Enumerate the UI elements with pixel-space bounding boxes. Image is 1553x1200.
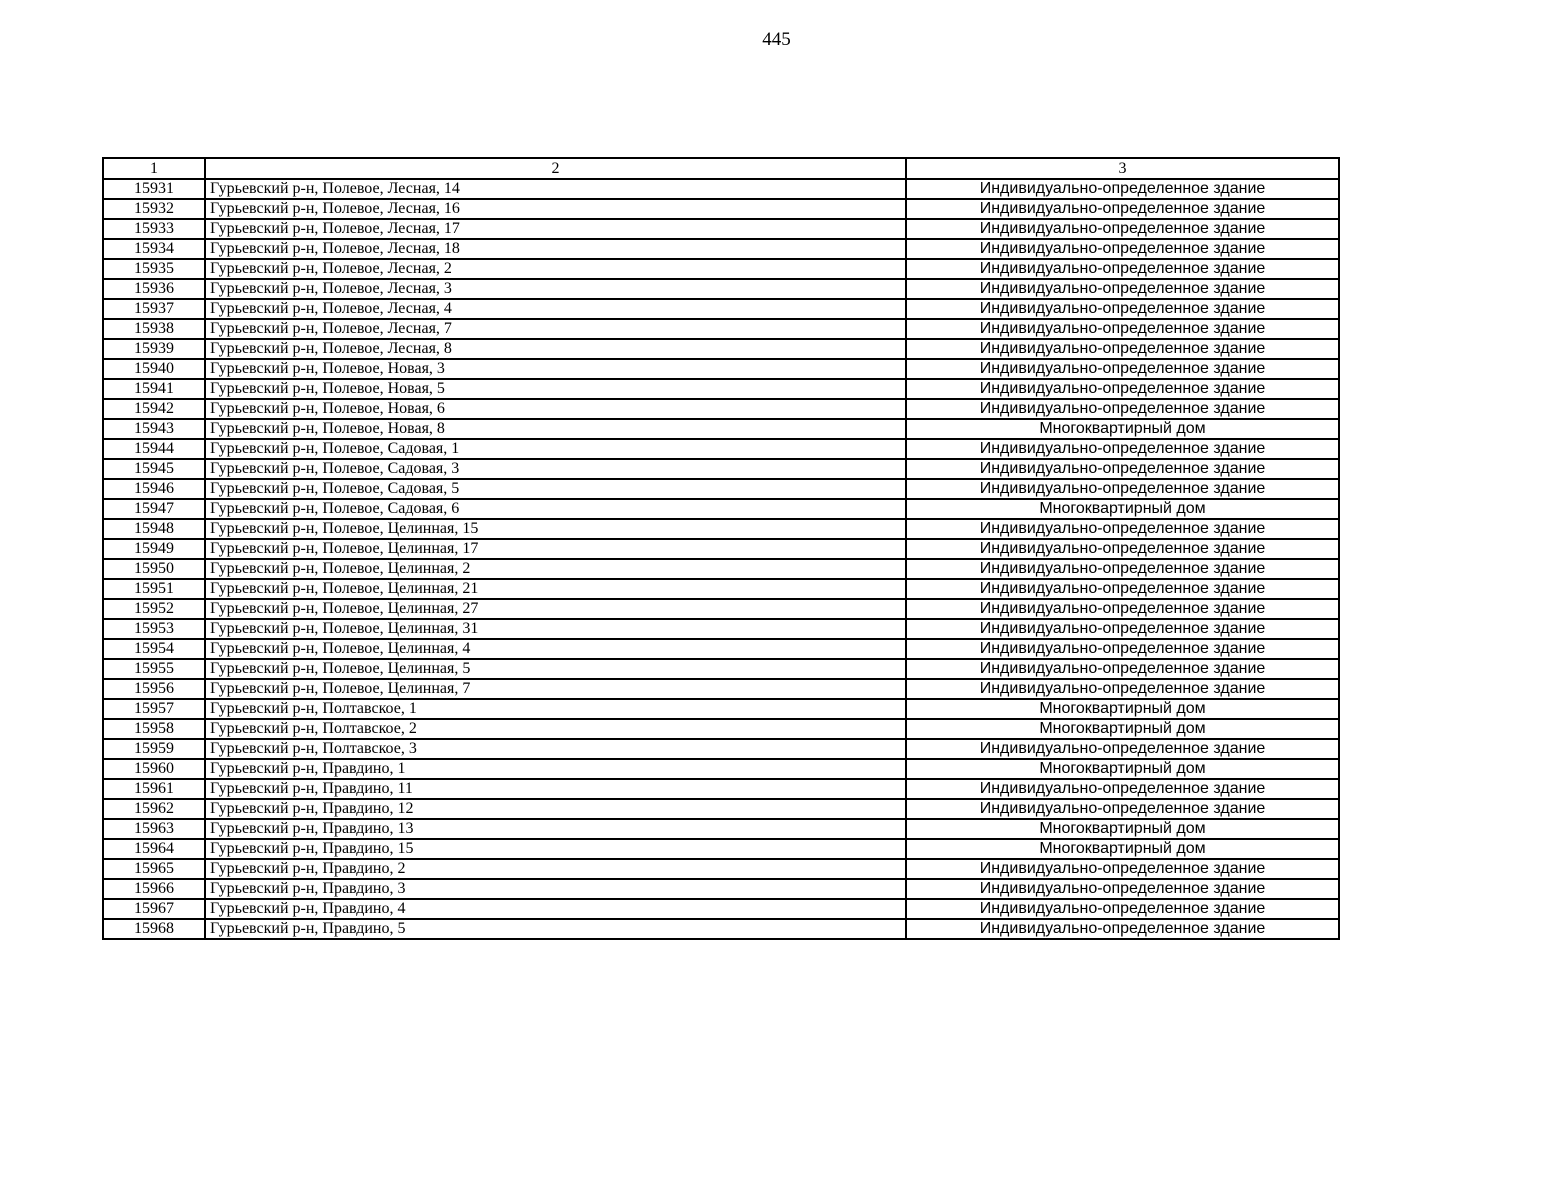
address-cell: Гурьевский р-н, Полевое, Целинная, 31 bbox=[205, 619, 906, 639]
address-cell: Гурьевский р-н, Правдино, 1 bbox=[205, 759, 906, 779]
building-type-cell: Индивидуально-определенное здание bbox=[906, 459, 1339, 479]
address-cell: Гурьевский р-н, Полевое, Целинная, 21 bbox=[205, 579, 906, 599]
table-row bbox=[103, 779, 1339, 799]
address-cell: Гурьевский р-н, Правдино, 15 bbox=[205, 839, 906, 859]
row-number-cell: 15934 bbox=[103, 239, 205, 259]
row-number-cell: 15935 bbox=[103, 259, 205, 279]
row-number-cell: 15951 bbox=[103, 579, 205, 599]
column-header-1: 1 bbox=[103, 158, 205, 179]
table-row bbox=[103, 559, 1339, 579]
building-type-cell: Индивидуально-определенное здание bbox=[906, 779, 1339, 799]
row-number-cell: 15941 bbox=[103, 379, 205, 399]
address-cell: Гурьевский р-н, Полтавское, 2 bbox=[205, 719, 906, 739]
table-row bbox=[103, 619, 1339, 639]
table-row bbox=[103, 279, 1339, 299]
building-type-cell: Многоквартирный дом bbox=[906, 819, 1339, 839]
table-row bbox=[103, 399, 1339, 419]
address-cell: Гурьевский р-н, Правдино, 13 bbox=[205, 819, 906, 839]
row-number-cell: 15940 bbox=[103, 359, 205, 379]
building-type-cell: Индивидуально-определенное здание bbox=[906, 359, 1339, 379]
address-cell: Гурьевский р-н, Полевое, Целинная, 5 bbox=[205, 659, 906, 679]
building-type-cell: Индивидуально-определенное здание bbox=[906, 859, 1339, 879]
building-type-cell: Индивидуально-определенное здание bbox=[906, 599, 1339, 619]
table-row bbox=[103, 319, 1339, 339]
table-row bbox=[103, 459, 1339, 479]
row-number-cell: 15939 bbox=[103, 339, 205, 359]
row-number-cell: 15952 bbox=[103, 599, 205, 619]
address-cell: Гурьевский р-н, Правдино, 2 bbox=[205, 859, 906, 879]
row-number-cell: 15938 bbox=[103, 319, 205, 339]
table-row bbox=[103, 199, 1339, 219]
table-row bbox=[103, 499, 1339, 519]
building-type-cell: Индивидуально-определенное здание bbox=[906, 619, 1339, 639]
address-cell: Гурьевский р-н, Полевое, Новая, 8 bbox=[205, 419, 906, 439]
building-type-cell: Многоквартирный дом bbox=[906, 699, 1339, 719]
address-cell: Гурьевский р-н, Полевое, Садовая, 1 bbox=[205, 439, 906, 459]
address-cell: Гурьевский р-н, Полевое, Лесная, 8 bbox=[205, 339, 906, 359]
building-type-cell: Индивидуально-определенное здание bbox=[906, 899, 1339, 919]
table-row bbox=[103, 219, 1339, 239]
table-row bbox=[103, 239, 1339, 259]
table-row bbox=[103, 819, 1339, 839]
address-cell: Гурьевский р-н, Полевое, Лесная, 2 bbox=[205, 259, 906, 279]
address-cell: Гурьевский р-н, Правдино, 5 bbox=[205, 919, 906, 939]
address-cell: Гурьевский р-н, Полевое, Новая, 6 bbox=[205, 399, 906, 419]
building-type-cell: Многоквартирный дом bbox=[906, 719, 1339, 739]
address-cell: Гурьевский р-н, Полевое, Лесная, 14 bbox=[205, 179, 906, 199]
table-header-row bbox=[103, 158, 1339, 179]
address-cell: Гурьевский р-н, Правдино, 11 bbox=[205, 779, 906, 799]
building-type-cell: Индивидуально-определенное здание bbox=[906, 379, 1339, 399]
row-number-cell: 15943 bbox=[103, 419, 205, 439]
address-cell: Гурьевский р-н, Правдино, 4 bbox=[205, 899, 906, 919]
building-type-cell: Индивидуально-определенное здание bbox=[906, 559, 1339, 579]
row-number-cell: 15933 bbox=[103, 219, 205, 239]
building-type-cell: Индивидуально-определенное здание bbox=[906, 639, 1339, 659]
row-number-cell: 15956 bbox=[103, 679, 205, 699]
address-cell: Гурьевский р-н, Полевое, Целинная, 15 bbox=[205, 519, 906, 539]
row-number-cell: 15965 bbox=[103, 859, 205, 879]
building-type-cell: Индивидуально-определенное здание bbox=[906, 179, 1339, 199]
table-row bbox=[103, 739, 1339, 759]
table-row bbox=[103, 379, 1339, 399]
building-type-cell: Индивидуально-определенное здание bbox=[906, 659, 1339, 679]
table-row bbox=[103, 759, 1339, 779]
row-number-cell: 15953 bbox=[103, 619, 205, 639]
table-row bbox=[103, 599, 1339, 619]
table-row bbox=[103, 639, 1339, 659]
row-number-cell: 15966 bbox=[103, 879, 205, 899]
row-number-cell: 15932 bbox=[103, 199, 205, 219]
building-type-cell: Многоквартирный дом bbox=[906, 419, 1339, 439]
building-type-cell: Индивидуально-определенное здание bbox=[906, 299, 1339, 319]
table-row bbox=[103, 699, 1339, 719]
table-row bbox=[103, 659, 1339, 679]
building-type-cell: Многоквартирный дом bbox=[906, 759, 1339, 779]
row-number-cell: 15967 bbox=[103, 899, 205, 919]
page-number: 445 bbox=[762, 29, 791, 50]
building-type-cell: Индивидуально-определенное здание bbox=[906, 219, 1339, 239]
address-cell: Гурьевский р-н, Правдино, 12 bbox=[205, 799, 906, 819]
address-cell: Гурьевский р-н, Полевое, Целинная, 27 bbox=[205, 599, 906, 619]
table-row bbox=[103, 479, 1339, 499]
address-cell: Гурьевский р-н, Полевое, Новая, 5 bbox=[205, 379, 906, 399]
row-number-cell: 15948 bbox=[103, 519, 205, 539]
column-header-3: 3 bbox=[906, 158, 1339, 179]
row-number-cell: 15962 bbox=[103, 799, 205, 819]
table-row bbox=[103, 179, 1339, 199]
building-type-cell: Индивидуально-определенное здание bbox=[906, 579, 1339, 599]
building-type-cell: Индивидуально-определенное здание bbox=[906, 479, 1339, 499]
address-cell: Гурьевский р-н, Полтавское, 3 bbox=[205, 739, 906, 759]
row-number-cell: 15945 bbox=[103, 459, 205, 479]
table-row bbox=[103, 679, 1339, 699]
address-cell: Гурьевский р-н, Полевое, Целинная, 2 bbox=[205, 559, 906, 579]
table-row bbox=[103, 879, 1339, 899]
row-number-cell: 15968 bbox=[103, 919, 205, 939]
building-type-cell: Индивидуально-определенное здание bbox=[906, 679, 1339, 699]
address-cell: Гурьевский р-н, Полевое, Лесная, 3 bbox=[205, 279, 906, 299]
row-number-cell: 15944 bbox=[103, 439, 205, 459]
building-type-cell: Индивидуально-определенное здание bbox=[906, 879, 1339, 899]
row-number-cell: 15950 bbox=[103, 559, 205, 579]
row-number-cell: 15959 bbox=[103, 739, 205, 759]
row-number-cell: 15955 bbox=[103, 659, 205, 679]
building-type-cell: Индивидуально-определенное здание bbox=[906, 279, 1339, 299]
column-header-2: 2 bbox=[205, 158, 906, 179]
building-type-cell: Многоквартирный дом bbox=[906, 499, 1339, 519]
building-type-cell: Индивидуально-определенное здание bbox=[906, 439, 1339, 459]
building-type-cell: Индивидуально-определенное здание bbox=[906, 739, 1339, 759]
table-body bbox=[103, 158, 1339, 939]
table-row bbox=[103, 259, 1339, 279]
row-number-cell: 15954 bbox=[103, 639, 205, 659]
row-number-cell: 15961 bbox=[103, 779, 205, 799]
table-row bbox=[103, 299, 1339, 319]
row-number-cell: 15946 bbox=[103, 479, 205, 499]
table-row bbox=[103, 439, 1339, 459]
address-cell: Гурьевский р-н, Полевое, Лесная, 16 bbox=[205, 199, 906, 219]
row-number-cell: 15964 bbox=[103, 839, 205, 859]
building-type-cell: Индивидуально-определенное здание bbox=[906, 339, 1339, 359]
row-number-cell: 15958 bbox=[103, 719, 205, 739]
address-cell: Гурьевский р-н, Полевое, Садовая, 6 bbox=[205, 499, 906, 519]
table-row bbox=[103, 719, 1339, 739]
address-cell: Гурьевский р-н, Полевое, Лесная, 7 bbox=[205, 319, 906, 339]
row-number-cell: 15949 bbox=[103, 539, 205, 559]
table-row bbox=[103, 799, 1339, 819]
building-type-cell: Индивидуально-определенное здание bbox=[906, 259, 1339, 279]
address-cell: Гурьевский р-н, Правдино, 3 bbox=[205, 879, 906, 899]
building-type-cell: Индивидуально-определенное здание bbox=[906, 519, 1339, 539]
table-row bbox=[103, 579, 1339, 599]
address-cell: Гурьевский р-н, Полевое, Новая, 3 bbox=[205, 359, 906, 379]
building-type-cell: Индивидуально-определенное здание bbox=[906, 799, 1339, 819]
row-number-cell: 15942 bbox=[103, 399, 205, 419]
address-cell: Гурьевский р-н, Полевое, Целинная, 17 bbox=[205, 539, 906, 559]
address-cell: Гурьевский р-н, Полевое, Целинная, 4 bbox=[205, 639, 906, 659]
row-number-cell: 15931 bbox=[103, 179, 205, 199]
row-number-cell: 15947 bbox=[103, 499, 205, 519]
building-type-cell: Индивидуально-определенное здание bbox=[906, 239, 1339, 259]
table-row bbox=[103, 919, 1339, 939]
building-type-cell: Многоквартирный дом bbox=[906, 839, 1339, 859]
table-row bbox=[103, 419, 1339, 439]
table-row bbox=[103, 899, 1339, 919]
row-number-cell: 15937 bbox=[103, 299, 205, 319]
address-cell: Гурьевский р-н, Полевое, Лесная, 18 bbox=[205, 239, 906, 259]
building-type-cell: Индивидуально-определенное здание bbox=[906, 539, 1339, 559]
address-cell: Гурьевский р-н, Полевое, Целинная, 7 bbox=[205, 679, 906, 699]
address-cell: Гурьевский р-н, Полевое, Лесная, 4 bbox=[205, 299, 906, 319]
address-cell: Гурьевский р-н, Полтавское, 1 bbox=[205, 699, 906, 719]
data-table bbox=[102, 157, 1340, 940]
building-type-cell: Индивидуально-определенное здание bbox=[906, 319, 1339, 339]
address-cell: Гурьевский р-н, Полевое, Садовая, 5 bbox=[205, 479, 906, 499]
table-row bbox=[103, 859, 1339, 879]
table-row bbox=[103, 339, 1339, 359]
building-type-cell: Индивидуально-определенное здание bbox=[906, 399, 1339, 419]
table-row bbox=[103, 519, 1339, 539]
table-row bbox=[103, 539, 1339, 559]
building-type-cell: Индивидуально-определенное здание bbox=[906, 919, 1339, 939]
building-type-cell: Индивидуально-определенное здание bbox=[906, 199, 1339, 219]
row-number-cell: 15963 bbox=[103, 819, 205, 839]
table-row bbox=[103, 839, 1339, 859]
row-number-cell: 15936 bbox=[103, 279, 205, 299]
address-cell: Гурьевский р-н, Полевое, Садовая, 3 bbox=[205, 459, 906, 479]
row-number-cell: 15957 bbox=[103, 699, 205, 719]
row-number-cell: 15960 bbox=[103, 759, 205, 779]
address-cell: Гурьевский р-н, Полевое, Лесная, 17 bbox=[205, 219, 906, 239]
table-row bbox=[103, 359, 1339, 379]
